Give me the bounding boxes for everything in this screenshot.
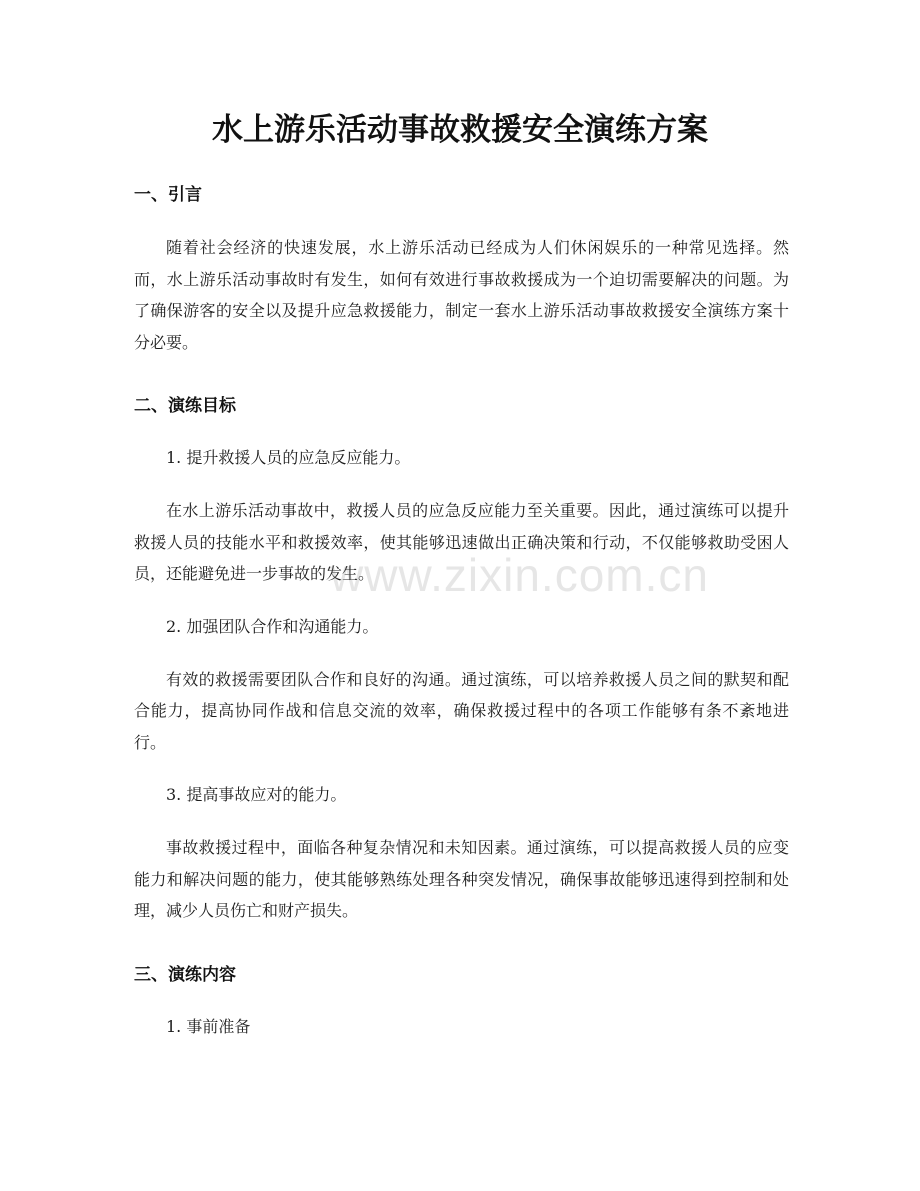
section-heading-goals: 二、演练目标	[134, 396, 236, 416]
goal-paragraph-1: 在水上游乐活动事故中，救援人员的应急反应能力至关重要。因此，通过演练可以提升救援人员的技能水平和救援效率，使其能够迅速做出正确决策和行动，不仅能够救助受困人员，还能避免进一步事故的发生。	[134, 501, 789, 583]
section-heading-content: 三、演练内容	[134, 964, 236, 985]
goal-paragraph-2: 有效的救援需要团队合作和良好的沟通。通过演练，可以培养救援人员之间的默契和配合能力，提高协同作战和信息交流的效率，确保救援过程中的各项工作能够有条不紊地进行。	[134, 669, 789, 752]
section-heading-intro: 一、引言	[134, 185, 202, 205]
watermark-text: www.zixin.com.cn	[330, 549, 709, 601]
goal-item-3: 3. 提高事故应对的能力。	[166, 785, 347, 804]
intro-paragraph: 随着社会经济的快速发展，水上游乐活动已经成为人们休闲娱乐的一种常见选择。然而，水上游乐活动事故时有发生，如何有效进行事故救援成为一个迫切需要解决的问题。为了确保游客的安全以及提升应急救援能力，制定一套水上游乐活动事故救援安全演练方案十分必要。	[134, 238, 789, 352]
document-title: 水上游乐活动事故救援安全演练方案	[212, 112, 708, 148]
goal-item-1: 1. 提升救援人员的应急反应能力。	[166, 448, 411, 467]
goal-paragraph-3: 事故救援过程中，面临各种复杂情况和未知因素。通过演练，可以提高救援人员的应变能力和解决问题的能力，使其能够熟练处理各种突发情况，确保事故能够迅速得到控制和处理，减少人员伤亡和财产损失。	[134, 838, 789, 920]
content-item-1: 1. 事前准备	[166, 1016, 251, 1036]
goal-item-2: 2. 加强团队合作和沟通能力。	[166, 616, 379, 636]
document-body	[134, 180, 789, 1042]
